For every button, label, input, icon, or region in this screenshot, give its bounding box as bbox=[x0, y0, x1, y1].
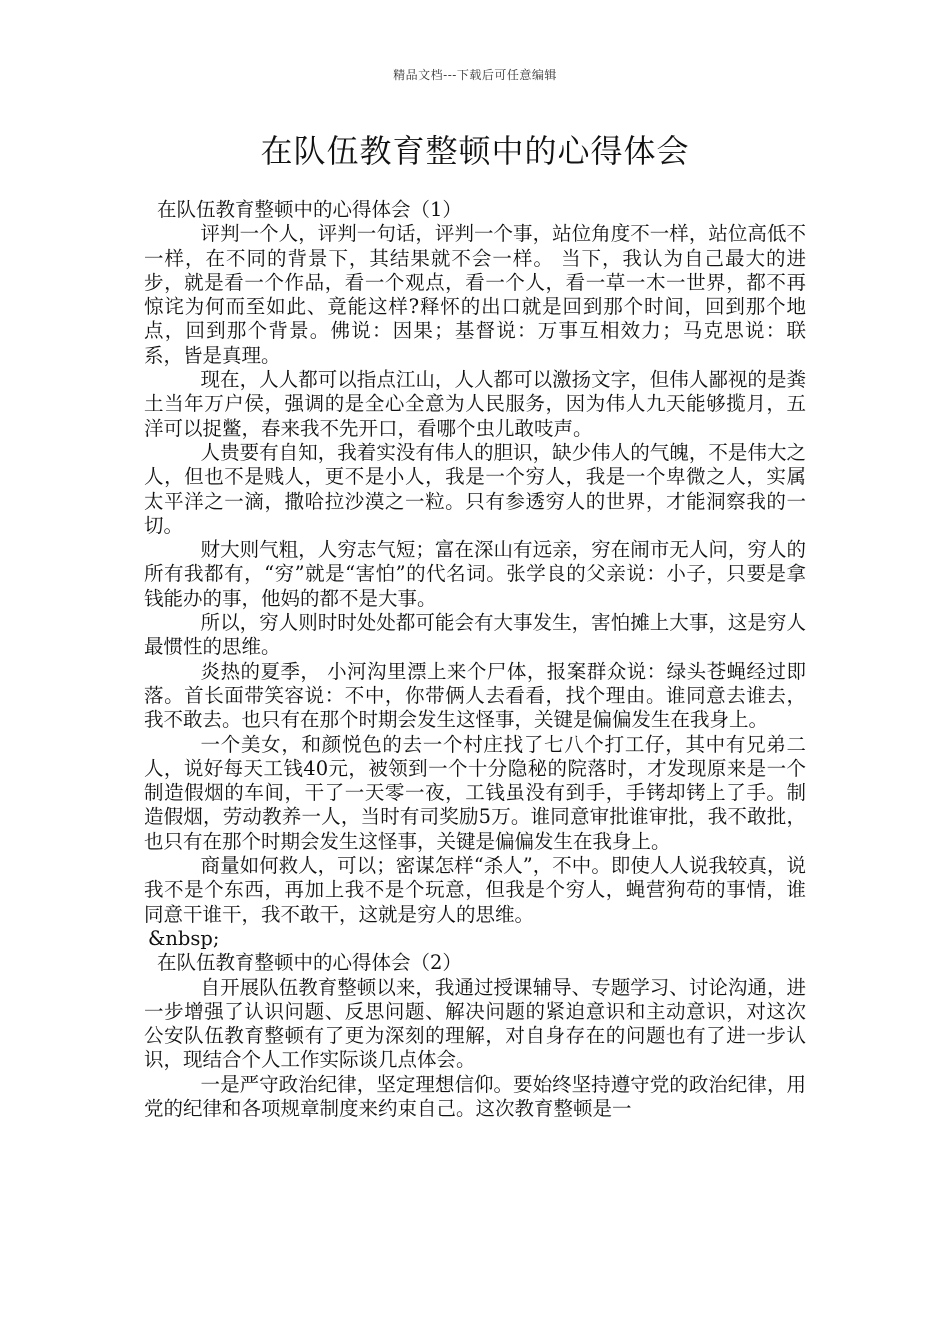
paragraph: 评判一个人，评判一句话，评判一个事，站位角度不一样，站位高低不一样，在不同的背景下，其结果就不会一样。 当下，我认为自己最大的进步，就是看一个作品，看一个观点，看一个人，看一草一木一世界，都不再惊诧为何而至如此、竟能这样?释怀的出口就是回到那个时间，回到那个地点，回到那个背景。佛说：因果；基督说：万事互相效力；马克思说：联系，皆是真理。 bbox=[144, 222, 806, 367]
paragraph: 人贵要有自知，我着实没有伟人的胆识，缺少伟人的气魄，不是伟大之人，但也不是贱人，更不是小人，我是一个穷人，我是一个卑微之人，实属太平洋之一滴，撒哈拉沙漠之一粒。只有参透穷人的世界，才能洞察我的一切。 bbox=[144, 440, 806, 537]
section-1-heading: 在队伍教育整顿中的心得体会（1） bbox=[157, 198, 462, 221]
paragraph: 所以，穷人则时时处处都可能会有大事发生，害怕摊上大事，这是穷人最惯性的思维。 bbox=[144, 611, 806, 659]
nbsp-artifact-text: &nbsp; bbox=[148, 926, 220, 950]
paragraph: 炎热的夏季， 小河沟里漂上来个尸体，报案群众说：绿头苍蝇经过即落。首长面带笑容说：不中，你带俩人去看看，找个理由。谁同意去谁去，我不敢去。也只有在那个时期会发生这怪事，关键是偏偏发生在我身上。 bbox=[144, 659, 806, 732]
paragraph: 一个美女，和颜悦色的去一个村庄找了七八个打工仔，其中有兄弟二人，说好每天工钱40元，被领到一个十分隐秘的院落时，才发现原来是一个制造假烟的车间，干了一天零一夜，工钱虽没有到手，手铐却铐上了手。制造假烟，劳动教养一人，当时有司奖励5万。谁同意审批谁审批，我不敢批，也只有在那个时期会发生这怪事，关键是偏偏发生在我身上。 bbox=[144, 732, 806, 853]
document-title: 在队伍教育整顿中的心得体会 bbox=[260, 132, 690, 170]
section-2-heading: 在队伍教育整顿中的心得体会（2） bbox=[157, 951, 462, 975]
document-body bbox=[144, 198, 806, 1121]
paragraph: 自开展队伍教育整顿以来，我通过授课辅导、专题学习、讨论沟通，进一步增强了认识问题、反思问题、解决问题的紧迫意识和主动意识，对这次公安队伍教育整顿有了更为深刻的理解，对自身存在的问题也有了进一步认识，现结合个人工作实际谈几点体会。 bbox=[144, 975, 806, 1072]
paragraph: 现在，人人都可以指点江山，人人都可以激扬文字，但伟人鄙视的是粪土当年万户侯，强调的是全心全意为人民服务，因为伟人九天能够揽月，五洋可以捉鳖，春来我不先开口，看哪个虫儿敢吱声。 bbox=[144, 368, 806, 440]
paragraph: 财大则气粗，人穷志气短；富在深山有远亲，穷在闹市无人问，穷人的所有我都有，“穷”就是“害怕”的代名词。张学良的父亲说：小子，只要是拿钱能办的事，他妈的都不是大事。 bbox=[144, 538, 806, 610]
header-note: 精品文档---下载后可任意编辑 bbox=[393, 68, 557, 82]
paragraph: 一是严守政治纪律，坚定理想信仰。要始终坚持遵守党的政治纪律，用党的纪律和各项规章制度来约束自己。这次教育整顿是一 bbox=[144, 1072, 806, 1120]
paragraph: 商量如何救人，可以；密谋怎样“杀人”，不中。即使人人说我较真，说我不是个东西，再加上我不是个玩意，但我是个穷人，蝇营狗苟的事情，谁同意干谁干，我不敢干，这就是穷人的思维。 bbox=[144, 854, 806, 926]
